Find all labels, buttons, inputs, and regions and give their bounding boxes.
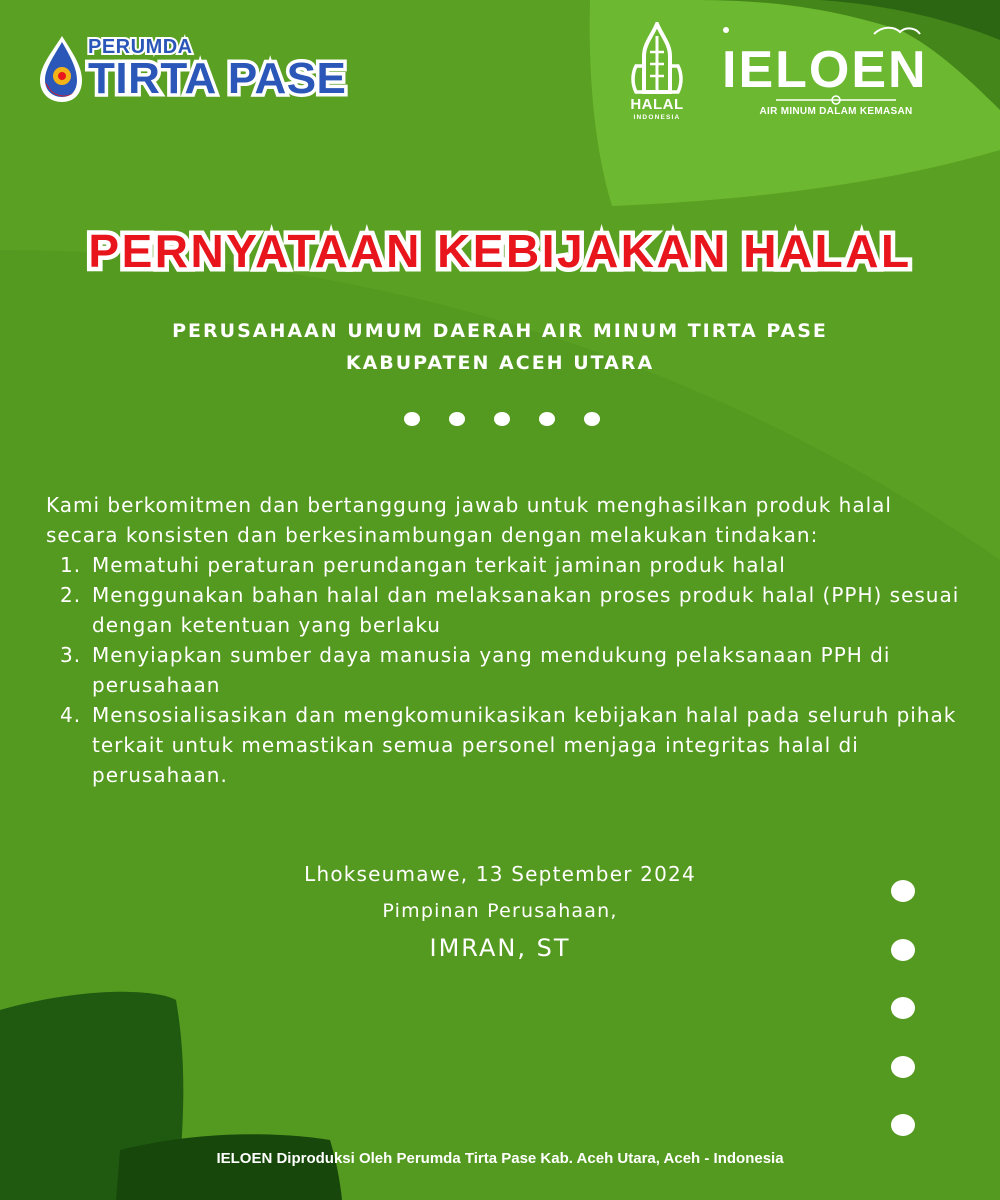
- ieloen-word: IELOEN: [722, 41, 928, 99]
- list-item: [60, 700, 970, 790]
- decorative-dots-row: [402, 412, 602, 428]
- halal-sub: INDONESIA: [633, 114, 681, 121]
- list-item: [60, 580, 970, 640]
- dot-icon: [891, 880, 915, 902]
- dot-icon: [404, 412, 420, 426]
- halal-word: HALAL: [630, 96, 684, 113]
- company-name: PERUSAHAAN UMUM DAERAH AIR MINUM TIRTA PASE: [172, 320, 828, 342]
- perumda-tirta-pase-logo: [36, 30, 366, 110]
- list-item-number: 2.: [60, 583, 82, 607]
- water-drop-icon: [36, 32, 86, 106]
- dot-icon: [584, 412, 600, 426]
- list-item-text: Menyiapkan sumber daya manusia yang mendukung pelaksanaan PPH di perusahaan: [92, 643, 891, 697]
- halal-indonesia-logo: [622, 22, 692, 124]
- decorative-dots-column: [891, 880, 917, 1140]
- halal-mark-icon: [622, 22, 692, 96]
- dot-icon: [494, 412, 510, 426]
- dot-icon: [449, 412, 465, 426]
- signature-place-date: Lhokseumawe, 13 September 2024: [304, 862, 696, 886]
- list-item-number: 4.: [60, 703, 82, 727]
- dot-icon: [891, 1056, 915, 1078]
- list-item-number: 1.: [60, 553, 82, 577]
- signature-role: Pimpinan Perusahaan,: [382, 900, 618, 922]
- list-item-text: Menggunakan bahan halal dan melaksanakan proses produk halal (PPH) sesuai dengan ketentuan yang berlaku: [92, 583, 960, 637]
- company-region: KABUPATEN ACEH UTARA: [345, 352, 655, 374]
- page-title: PERNYATAAN KEBIJAKAN HALAL: [88, 225, 912, 277]
- list-item-number: 3.: [60, 643, 82, 667]
- policy-intro: Kami berkomitmen dan bertanggung jawab untuk menghasilkan produk halal secara konsisten dan berkesinambungan dengan melakukan tindakan:: [46, 493, 892, 547]
- policy-list: [60, 550, 970, 790]
- footer-credit: IELOEN Diproduksi Oleh Perumda Tirta Pase Kab. Aceh Utara, Aceh - Indonesia: [216, 1150, 784, 1167]
- dot-icon: [891, 997, 915, 1019]
- list-item: [60, 640, 970, 700]
- dot-icon: [891, 939, 915, 961]
- dot-icon: [539, 412, 555, 426]
- ieloen-sub: AIR MINUM DALAM KEMASAN: [759, 106, 913, 117]
- list-item-text: Mematuhi peraturan perundangan terkait jaminan produk halal: [92, 553, 786, 577]
- dot-icon: [891, 1114, 915, 1136]
- list-item: [60, 550, 970, 580]
- perumda-label: PERUMDA: [88, 36, 193, 58]
- ieloen-logo: [716, 24, 956, 124]
- list-item-text: Mensosialisasikan dan mengkomunikasikan kebijakan halal pada seluruh pihak terkait untuk memastikan semua personel menjaga integritas halal di perusahaan.: [92, 703, 957, 787]
- tirta-pase-label: TIRTA PASE: [88, 54, 347, 103]
- signature-name: IMRAN, ST: [429, 934, 571, 962]
